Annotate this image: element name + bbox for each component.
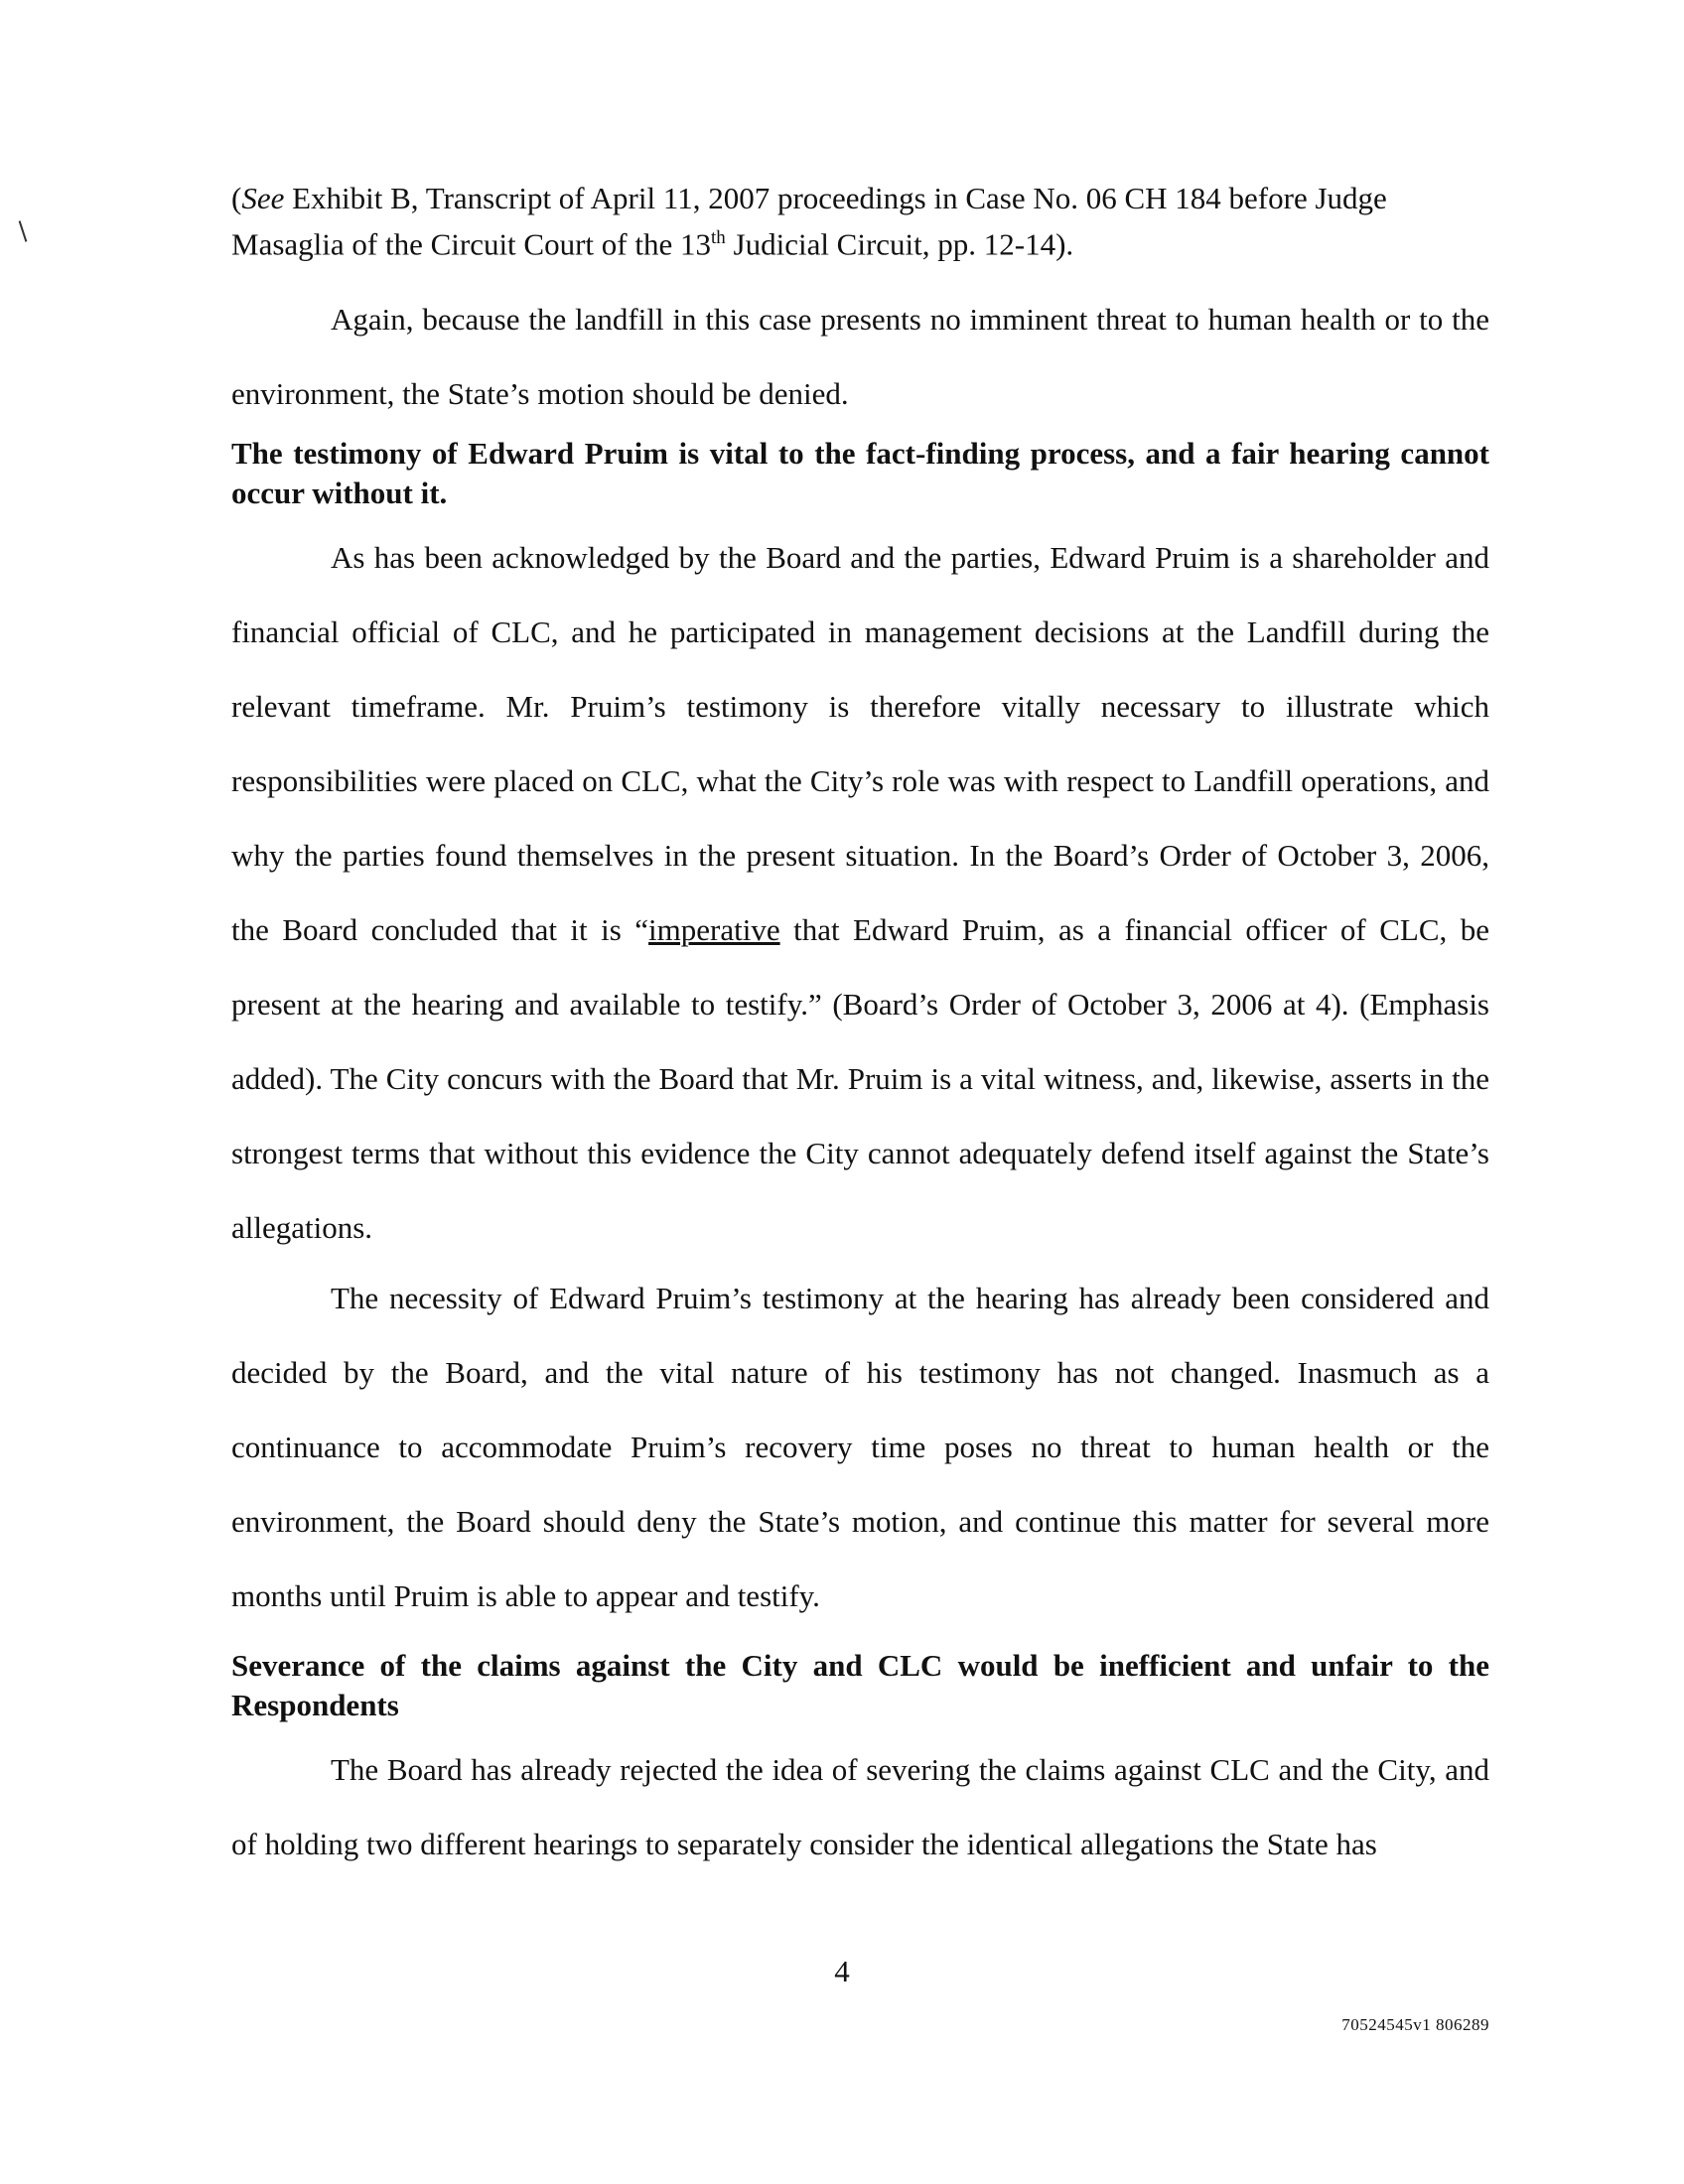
scan-artifact-mark [19,220,28,242]
document-id: 70524545v1 806289 [1341,2015,1489,2034]
citation-text-end: Judicial Circuit, pp. 12-14). [725,226,1074,262]
page-number: 4 [834,1954,850,1988]
paragraph-severance: The Board has already rejected the idea of severing the claims against CLC and the City, and of holding two different hearings to separately consider the identical allegations the State has [231,1752,1489,1861]
emphasized-word: imperative [648,912,780,947]
paragraph-pruim-role-text-end: that Edward Pruim, as a financial officer of CLC, be present at the hearing and available to testify.” (Board’s Order of October 3, 2006 at 4). (Emphasis added). The City concurs with the Board that Mr. Pruim is a vital witness, and, likewise, asserts in the strongest terms that without this evidence the City cannot adequately defend itself against the State’s allegations. [231,912,1489,1245]
section-heading-severance: Severance of the claims against the City and CLC would be inefficient and unfair to the Respondents [231,1648,1489,1722]
paragraph-imminent-threat: Again, because the landfill in this case presents no imminent threat to human health or to the environment, the State’s motion should be denied. [231,302,1489,411]
citation-ordinal-suffix: th [710,227,726,248]
paragraph-pruim-role [231,520,1489,1265]
paragraph-pruim-role-text: As has been acknowledged by the Board and the parties, Edward Pruim is a shareholder and financial official of CLC, and he participated in management decisions at the Landfill during the relevant timeframe. Mr. Pruim’s testimony is therefore vitally necessary to illustrate which responsibilities were placed on CLC, what the City’s role was with respect to Landfill operations, and why the parties found themselves in the present situation. In the Board’s Order of October 3, 2006, the Board concluded that it is “ [231,540,1489,947]
citation-text: Exhibit B, Transcript of April 11, 2007 proceedings in Case No. 06 CH 184 before Judge Masaglia of the Circuit Court of the 13 [231,181,1387,262]
citation-see: See [241,181,285,215]
paragraph-necessity: The necessity of Edward Pruim’s testimony at the hearing has already been considered and decided by the Board, and the vital nature of his testimony has not changed. Inasmuch as a continuance to accommodate Pruim’s recovery time poses no threat to human health or the environment, the Board should deny the State’s motion, and continue this matter for several more months until Pruim is able to appear and testify. [231,1281,1489,1613]
exhibit-citation: (See Exhibit B, Transcript of April 11, 2007 proceedings in Case No. 06 CH 184 before Judge Masaglia of the Circuit Court of the 13th Judicial Circuit, pp. 12-14). [231,181,1387,262]
section-heading-testimony: The testimony of Edward Pruim is vital to the fact-finding process, and a fair hearing cannot occur without it. [231,436,1489,510]
